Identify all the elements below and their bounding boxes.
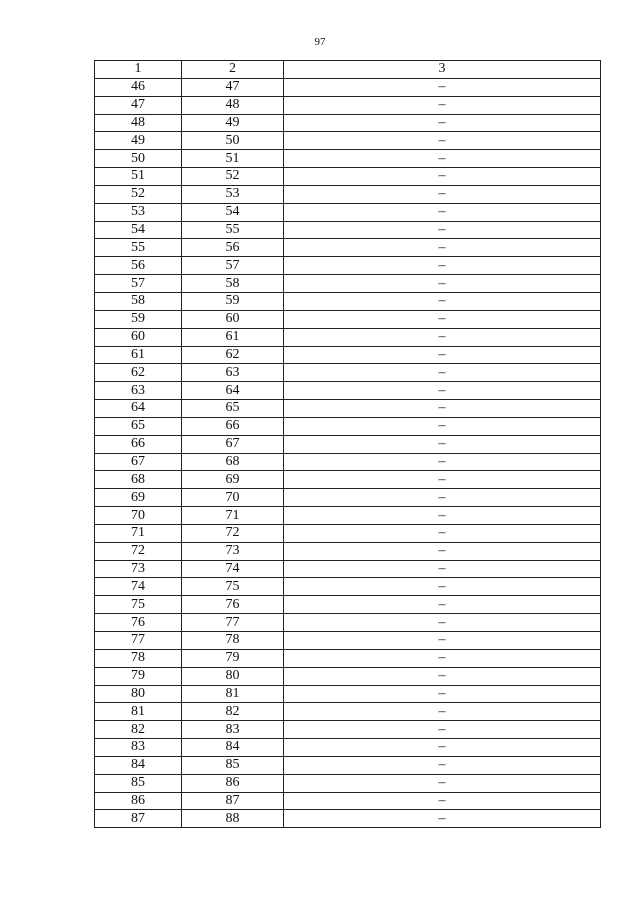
table-cell-col-3: – (284, 756, 601, 774)
table-row (95, 364, 601, 382)
table-cell-col-2: 47 (182, 78, 284, 96)
table-cell-col-1: 74 (95, 578, 182, 596)
table-row (95, 739, 601, 757)
table-cell-col-3: – (284, 275, 601, 293)
table-cell-col-2: 55 (182, 221, 284, 239)
table-cell-col-3: – (284, 524, 601, 542)
table-cell-col-1: 75 (95, 596, 182, 614)
table-cell-col-1: 48 (95, 114, 182, 132)
table-cell-col-1: 83 (95, 739, 182, 757)
table-cell-col-3: – (284, 739, 601, 757)
table-cell-col-2: 61 (182, 328, 284, 346)
table-row (95, 185, 601, 203)
table-cell-col-2: 70 (182, 489, 284, 507)
table-cell-col-2: 72 (182, 524, 284, 542)
table-row (95, 78, 601, 96)
table-cell-col-1: 46 (95, 78, 182, 96)
column-header-2: 2 (182, 61, 284, 79)
table-cell-col-2: 84 (182, 739, 284, 757)
table-cell-col-2: 68 (182, 453, 284, 471)
table-cell-col-3: – (284, 632, 601, 650)
table-cell-col-1: 55 (95, 239, 182, 257)
table-cell-col-1: 81 (95, 703, 182, 721)
table-row (95, 774, 601, 792)
table-cell-col-2: 53 (182, 185, 284, 203)
table-cell-col-3: – (284, 507, 601, 525)
table-cell-col-1: 76 (95, 614, 182, 632)
table-row (95, 632, 601, 650)
table-row (95, 150, 601, 168)
table-cell-col-1: 62 (95, 364, 182, 382)
table-cell-col-3: – (284, 239, 601, 257)
table-cell-col-1: 71 (95, 524, 182, 542)
table-cell-col-1: 78 (95, 649, 182, 667)
table-cell-col-2: 48 (182, 96, 284, 114)
table-cell-col-2: 60 (182, 310, 284, 328)
table-row (95, 168, 601, 186)
table-header (95, 61, 601, 79)
table-cell-col-1: 80 (95, 685, 182, 703)
table-cell-col-1: 53 (95, 203, 182, 221)
table-cell-col-1: 68 (95, 471, 182, 489)
table-cell-col-2: 62 (182, 346, 284, 364)
table-cell-col-3: – (284, 185, 601, 203)
table-cell-col-1: 86 (95, 792, 182, 810)
table-cell-col-2: 51 (182, 150, 284, 168)
table-cell-col-3: – (284, 150, 601, 168)
table-cell-col-2: 85 (182, 756, 284, 774)
table-cell-col-3: – (284, 114, 601, 132)
table-row (95, 96, 601, 114)
table-row (95, 132, 601, 150)
table-cell-col-1: 50 (95, 150, 182, 168)
table-cell-col-3: – (284, 614, 601, 632)
table-cell-col-1: 60 (95, 328, 182, 346)
table-cell-col-3: – (284, 168, 601, 186)
table-cell-col-2: 59 (182, 292, 284, 310)
table-cell-col-1: 87 (95, 810, 182, 828)
table-cell-col-2: 82 (182, 703, 284, 721)
table-cell-col-1: 54 (95, 221, 182, 239)
table-row (95, 435, 601, 453)
table-cell-col-2: 76 (182, 596, 284, 614)
table-cell-col-3: – (284, 257, 601, 275)
table-cell-col-2: 69 (182, 471, 284, 489)
table-cell-col-2: 57 (182, 257, 284, 275)
table-cell-col-2: 52 (182, 168, 284, 186)
table-cell-col-1: 47 (95, 96, 182, 114)
table-cell-col-2: 86 (182, 774, 284, 792)
table-row (95, 792, 601, 810)
table-cell-col-3: – (284, 792, 601, 810)
table-row (95, 328, 601, 346)
table-cell-col-1: 79 (95, 667, 182, 685)
table-cell-col-2: 79 (182, 649, 284, 667)
table-row (95, 203, 601, 221)
table-cell-col-1: 57 (95, 275, 182, 293)
column-header-1: 1 (95, 61, 182, 79)
table-cell-col-3: – (284, 203, 601, 221)
table-row (95, 810, 601, 828)
table-cell-col-1: 56 (95, 257, 182, 275)
table-cell-col-1: 69 (95, 489, 182, 507)
table-cell-col-2: 78 (182, 632, 284, 650)
table-row (95, 507, 601, 525)
table-cell-col-1: 67 (95, 453, 182, 471)
table-cell-col-3: – (284, 400, 601, 418)
table-cell-col-3: – (284, 810, 601, 828)
table-cell-col-2: 73 (182, 542, 284, 560)
table-cell-col-3: – (284, 310, 601, 328)
table-cell-col-3: – (284, 435, 601, 453)
table-row (95, 346, 601, 364)
table-cell-col-3: – (284, 542, 601, 560)
table-cell-col-3: – (284, 132, 601, 150)
table-cell-col-2: 63 (182, 364, 284, 382)
table-cell-col-1: 52 (95, 185, 182, 203)
table-cell-col-2: 49 (182, 114, 284, 132)
table-row (95, 453, 601, 471)
table-cell-col-2: 50 (182, 132, 284, 150)
table-cell-col-1: 77 (95, 632, 182, 650)
table-row (95, 578, 601, 596)
table-row (95, 489, 601, 507)
table-row (95, 221, 601, 239)
table-row (95, 560, 601, 578)
table-cell-col-3: – (284, 489, 601, 507)
table-cell-col-3: – (284, 560, 601, 578)
table-cell-col-1: 49 (95, 132, 182, 150)
table-cell-col-2: 77 (182, 614, 284, 632)
table-cell-col-2: 66 (182, 417, 284, 435)
table-cell-col-3: – (284, 774, 601, 792)
table-row (95, 596, 601, 614)
table-cell-col-3: – (284, 417, 601, 435)
table-cell-col-2: 58 (182, 275, 284, 293)
table-cell-col-2: 81 (182, 685, 284, 703)
table-cell-col-1: 59 (95, 310, 182, 328)
table-row (95, 239, 601, 257)
table-row (95, 649, 601, 667)
table-cell-col-1: 72 (95, 542, 182, 560)
table-cell-col-2: 64 (182, 382, 284, 400)
table-row (95, 292, 601, 310)
table-cell-col-3: – (284, 667, 601, 685)
table-row (95, 310, 601, 328)
table-cell-col-3: – (284, 78, 601, 96)
table-row (95, 703, 601, 721)
table-row (95, 524, 601, 542)
table-body (95, 78, 601, 827)
table-cell-col-1: 64 (95, 400, 182, 418)
table-cell-col-2: 87 (182, 792, 284, 810)
table-cell-col-3: – (284, 685, 601, 703)
table-row (95, 667, 601, 685)
table-row (95, 114, 601, 132)
table-cell-col-3: – (284, 346, 601, 364)
table-cell-col-3: – (284, 364, 601, 382)
table-cell-col-2: 65 (182, 400, 284, 418)
table-cell-col-3: – (284, 578, 601, 596)
table-cell-col-1: 84 (95, 756, 182, 774)
table-cell-col-3: – (284, 382, 601, 400)
table-cell-col-2: 75 (182, 578, 284, 596)
table-cell-col-1: 61 (95, 346, 182, 364)
table-cell-col-3: – (284, 453, 601, 471)
table-cell-col-3: – (284, 721, 601, 739)
table-cell-col-3: – (284, 328, 601, 346)
data-table (94, 60, 601, 828)
table-row (95, 721, 601, 739)
table-cell-col-3: – (284, 471, 601, 489)
table-cell-col-2: 71 (182, 507, 284, 525)
table-cell-col-2: 74 (182, 560, 284, 578)
table-row (95, 257, 601, 275)
table-cell-col-1: 73 (95, 560, 182, 578)
table-cell-col-1: 66 (95, 435, 182, 453)
table-cell-col-1: 70 (95, 507, 182, 525)
table-cell-col-1: 82 (95, 721, 182, 739)
page-number: 97 (314, 36, 326, 48)
table-cell-col-2: 54 (182, 203, 284, 221)
table-cell-col-2: 67 (182, 435, 284, 453)
table-cell-col-3: – (284, 649, 601, 667)
table-row (95, 382, 601, 400)
table-cell-col-3: – (284, 221, 601, 239)
table-row (95, 756, 601, 774)
table-cell-col-1: 65 (95, 417, 182, 435)
table-row (95, 471, 601, 489)
table-row (95, 400, 601, 418)
table-cell-col-3: – (284, 596, 601, 614)
table-cell-col-1: 63 (95, 382, 182, 400)
table-cell-col-3: – (284, 703, 601, 721)
table-cell-col-2: 56 (182, 239, 284, 257)
table-row (95, 614, 601, 632)
table-cell-col-2: 88 (182, 810, 284, 828)
table-cell-col-2: 83 (182, 721, 284, 739)
table-row (95, 542, 601, 560)
table-cell-col-1: 85 (95, 774, 182, 792)
table-cell-col-1: 58 (95, 292, 182, 310)
table-row (95, 275, 601, 293)
table-cell-col-1: 51 (95, 168, 182, 186)
table-cell-col-3: – (284, 292, 601, 310)
table-cell-col-3: – (284, 96, 601, 114)
column-header-3: 3 (284, 61, 601, 79)
table-header-row (95, 61, 601, 79)
table-row (95, 417, 601, 435)
table-cell-col-2: 80 (182, 667, 284, 685)
table-row (95, 685, 601, 703)
